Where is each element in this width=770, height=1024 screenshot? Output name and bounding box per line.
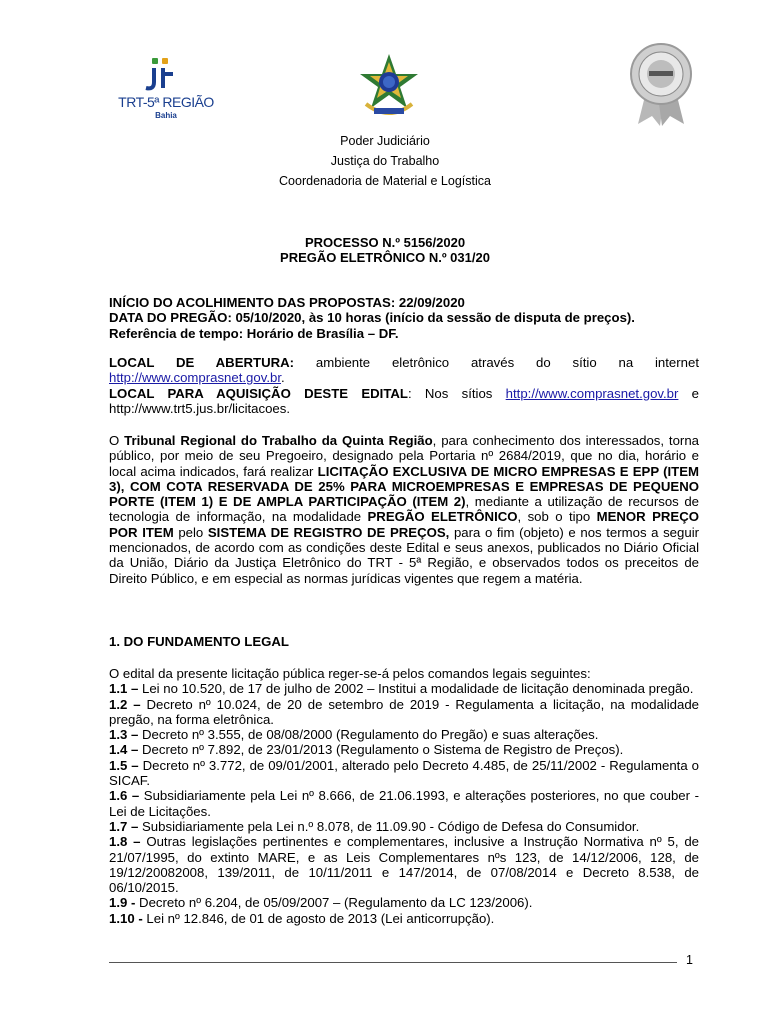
pregao-number: PREGÃO ELETRÔNICO N.º 031/20 bbox=[280, 250, 490, 265]
footer-divider bbox=[109, 962, 677, 963]
trt5-url: http://www.trt5.jus.br/licitacoes. bbox=[109, 400, 291, 416]
comprasnet-link-2[interactable]: http://www.comprasnet.gov.br bbox=[505, 385, 679, 401]
local-aquisicao-label: LOCAL PARA AQUISIÇÃO DESTE EDITAL bbox=[109, 385, 408, 401]
local-abertura bbox=[109, 355, 699, 370]
logo-text: TRT-5ª REGIÃO bbox=[118, 94, 214, 110]
intro-p5: pelo bbox=[173, 524, 208, 540]
local-aquisicao-e: e bbox=[678, 385, 700, 401]
intro-paragraph bbox=[109, 433, 699, 586]
local-abertura-link-line: http://www.comprasnet.gov.br. bbox=[109, 370, 285, 386]
intro-p1: O bbox=[109, 433, 125, 448]
item-number: 1.6 – bbox=[109, 788, 140, 804]
local-aquisicao-text: : Nos sítios bbox=[407, 385, 506, 401]
list-item bbox=[109, 758, 699, 789]
intro-pregao: PREGÃO ELETRÔNICO bbox=[367, 509, 518, 525]
intro-p4: , sob o tipo bbox=[517, 509, 597, 525]
list-item bbox=[109, 727, 699, 742]
list-item bbox=[109, 834, 699, 895]
logo-subtitle: Bahia bbox=[155, 111, 177, 120]
local-block bbox=[109, 355, 699, 416]
header-line-1: Poder Judiciário bbox=[340, 134, 430, 148]
item-number: 1.8 – bbox=[109, 834, 141, 850]
item-text: Decreto nº 7.892, de 23/01/2013 (Regulamento o Sistema de Registro de Preços). bbox=[138, 742, 624, 758]
intro-sistema: SISTEMA DE REGISTRO DE PREÇOS, bbox=[207, 524, 450, 540]
item-number: 1.7 – bbox=[109, 818, 139, 834]
list-item bbox=[109, 819, 699, 834]
intro-p2: , para conhecimento dos interessados, torna público, por meio de seu Pregoeiro, designado pela Portaria nº 2684/2019, que no dia, horário e local acima indicados, fará realizar bbox=[109, 433, 699, 479]
referencia-line: Referência de tempo: Horário de Brasília – DF. bbox=[109, 325, 399, 341]
item-text: Lei no 10.520, de 17 de julho de 2002 – Institui a modalidade de licitação denominada pregão. bbox=[138, 681, 694, 697]
local-aquisicao bbox=[109, 386, 699, 401]
local-abertura-label: LOCAL DE ABERTURA: bbox=[109, 355, 295, 370]
list-item bbox=[109, 911, 699, 926]
comprasnet-link[interactable]: http://www.comprasnet.gov.br bbox=[109, 370, 282, 386]
item-number: 1.5 – bbox=[109, 757, 139, 773]
intro-menor: MENOR PREÇO POR ITEM bbox=[109, 509, 699, 540]
info-block bbox=[109, 295, 699, 341]
section-1-intro: O edital da presente licitação pública reger-se-á pelos comandos legais seguintes: bbox=[109, 666, 591, 681]
item-number: 1.1 – bbox=[109, 681, 139, 697]
header-line-3: Coordenadoria de Material e Logística bbox=[279, 174, 491, 188]
data-line: DATA DO PREGÃO: 05/10/2020, às 10 horas (início da sessão de disputa de preços). bbox=[109, 310, 635, 326]
intro-p6: para o fim (objeto) e nos termos a seguir mencionados, de acordo com as condições deste Edital e seus anexos, publicados no Diário Oficial da União, Diário da Justiça Eletrônico do TRT - 5ª Região, e observados todos os preceitos de Direito Público, e em especial as normas jurídicas vigentes que regem a matéria. bbox=[109, 524, 700, 586]
item-text: Subsidiariamente pela Lei nº 8.666, de 21.06.1993, e alterações posteriores, no que couber - Lei de Licitações. bbox=[109, 788, 699, 819]
list-item bbox=[109, 697, 699, 728]
item-text: Subsidiariamente pela Lei n.º 8.078, de 11.09.90 - Código de Defesa do Consumidor. bbox=[138, 818, 640, 834]
item-text: Outras legislações pertinentes e complementares, inclusive a Instrução Normativa nº 5, de 21/07/1995, do extinto MARE, e as Leis Complementares nºs 123, de 14/12/2006, 128, de 19/12/20082008, 139/2011, de 10/11/2011 e 147/2014, de 07/08/2014 e Decreto 8.538, de 06/10/2015. bbox=[109, 834, 699, 896]
list-item bbox=[109, 788, 699, 819]
item-text: Decreto nº 3.555, de 08/08/2000 (Regulamento do Pregão) e suas alterações. bbox=[138, 727, 599, 743]
intro-licitacao: LICITAÇÃO EXCLUSIVA DE MICRO EMPRESAS E EPP (ITEM 3), COM COTA RESERVADA DE 25% PARA MICROEMPRESAS E EMPRESAS DE PEQUENO PORTE (ITEM 1) E DE AMPLA PARTICIPAÇÃO (ITEM 2) bbox=[109, 463, 699, 510]
item-number: 1.3 – bbox=[109, 727, 139, 743]
item-number: 1.10 - bbox=[109, 910, 143, 926]
intro-tribunal: Tribunal Regional do Trabalho da Quinta Região bbox=[124, 433, 433, 448]
coat-of-arms-icon bbox=[354, 52, 424, 124]
item-text: Decreto nº 10.024, de 20 de setembro de 2019 - Regulamenta a licitação, na modalidade pregão, na forma eletrônica. bbox=[109, 696, 699, 727]
page-number: 1 bbox=[686, 953, 693, 967]
item-number: 1.4 – bbox=[109, 742, 139, 758]
quality-seal-icon bbox=[624, 40, 698, 128]
item-text: Lei nº 12.846, de 01 de agosto de 2013 (Lei anticorrupção). bbox=[142, 910, 495, 926]
list-item bbox=[109, 895, 699, 910]
inicio-line: INÍCIO DO ACOLHIMENTO DAS PROPOSTAS: 22/09/2020 bbox=[109, 295, 465, 310]
header-line-2: Justiça do Trabalho bbox=[330, 154, 440, 168]
section-1-heading: 1. DO FUNDAMENTO LEGAL bbox=[109, 634, 289, 649]
section-1-list bbox=[109, 666, 699, 926]
list-item bbox=[109, 742, 699, 757]
process-number: PROCESSO N.º 5156/2020 bbox=[304, 235, 466, 250]
item-text: Decreto nº 6.204, de 05/09/2007 – (Regulamento da LC 123/2006). bbox=[135, 895, 533, 911]
intro-p3: , mediante a utilização de recursos de tecnologia de informação, na modalidade bbox=[109, 494, 699, 525]
local-abertura-text: ambiente eletrônico através do sítio na internet bbox=[294, 355, 699, 370]
item-number: 1.2 – bbox=[109, 696, 141, 712]
item-text: Decreto nº 3.772, de 09/01/2001, alterado pelo Decreto 4.485, de 25/11/2002 - Regulamenta o SICAF. bbox=[109, 757, 699, 789]
list-item bbox=[109, 681, 699, 696]
item-number: 1.9 - bbox=[109, 895, 136, 911]
